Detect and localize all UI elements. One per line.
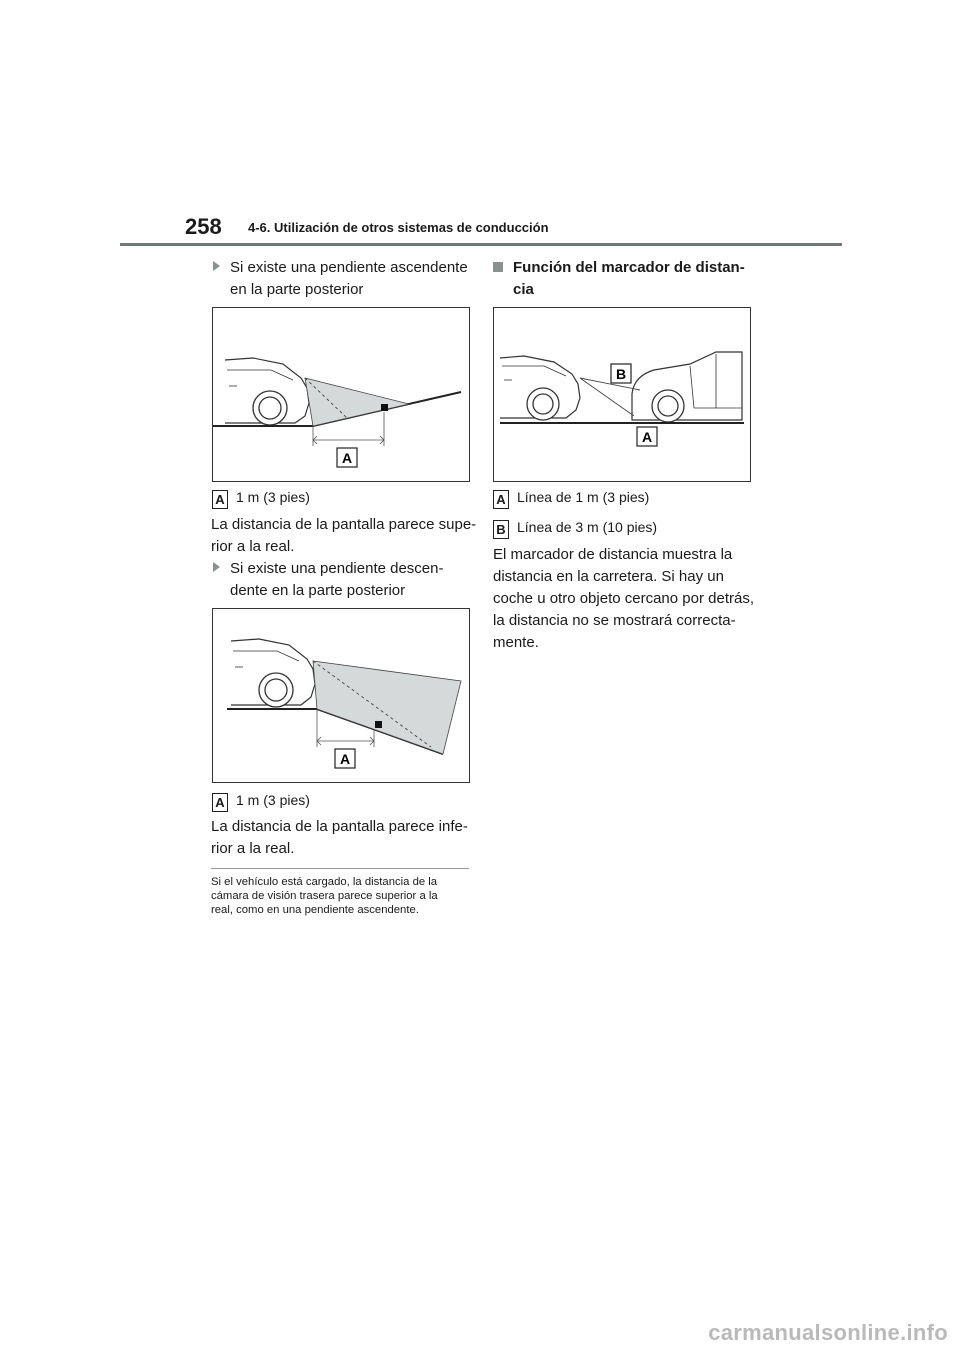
svg-text:A: A xyxy=(641,429,653,445)
bullet-triangle-icon xyxy=(213,562,220,572)
caption-a-1: A 1 m (3 pies) xyxy=(212,488,310,509)
figure-distance-marker xyxy=(493,307,751,482)
label-badge-a: A xyxy=(493,490,509,509)
bullet-triangle-icon xyxy=(213,261,220,271)
distance-marker-illustration xyxy=(494,308,750,481)
caption-line-a: A Línea de 1 m (3 pies) xyxy=(493,488,649,509)
downhill-illustration xyxy=(213,609,469,782)
text-downhill: La distancia de la pantalla parece infe- rior a la real. xyxy=(211,818,468,857)
distance-marker-paragraph: El marcador de distancia muestra la distancia en la carretera. Si hay un coche u otro objeto cercano por detrás, la distancia no se mostrará correcta- mente. xyxy=(493,546,754,651)
svg-text:A: A xyxy=(339,751,351,767)
label-badge-b: B xyxy=(493,520,509,539)
bullet-downhill: Si existe una pendiente descen- dente en la parte posterior xyxy=(213,558,443,602)
section-title: 4-6. Utilización de otros sistemas de conducción xyxy=(248,220,549,235)
header-rule xyxy=(120,243,842,246)
footnote: Si el vehículo está cargado, la distancia de la cámara de visión trasera parece superior a la real, como en una pendiente ascendente. xyxy=(211,876,438,916)
caption-line-b: B Línea de 3 m (10 pies) xyxy=(493,518,657,539)
label-badge-a: A xyxy=(212,793,228,812)
uphill-illustration xyxy=(213,308,469,481)
figure-downhill xyxy=(212,608,470,783)
page-number: 258 xyxy=(185,214,222,239)
label-badge-a: A xyxy=(212,490,228,509)
svg-text:A: A xyxy=(341,450,353,466)
svg-text:B: B xyxy=(615,366,627,382)
section-square-icon xyxy=(493,262,503,272)
watermark: carmanualsonline.info xyxy=(708,1320,948,1345)
caption-a-2: A 1 m (3 pies) xyxy=(212,791,310,812)
heading-distance-marker: Función del marcador de distan- cia xyxy=(493,257,745,301)
footnote-rule xyxy=(211,868,469,869)
text-uphill: La distancia de la pantalla parece supe- rior a la real. xyxy=(211,516,477,555)
figure-uphill xyxy=(212,307,470,482)
bullet-uphill: Si existe una pendiente ascendente en la parte posterior xyxy=(213,257,468,301)
